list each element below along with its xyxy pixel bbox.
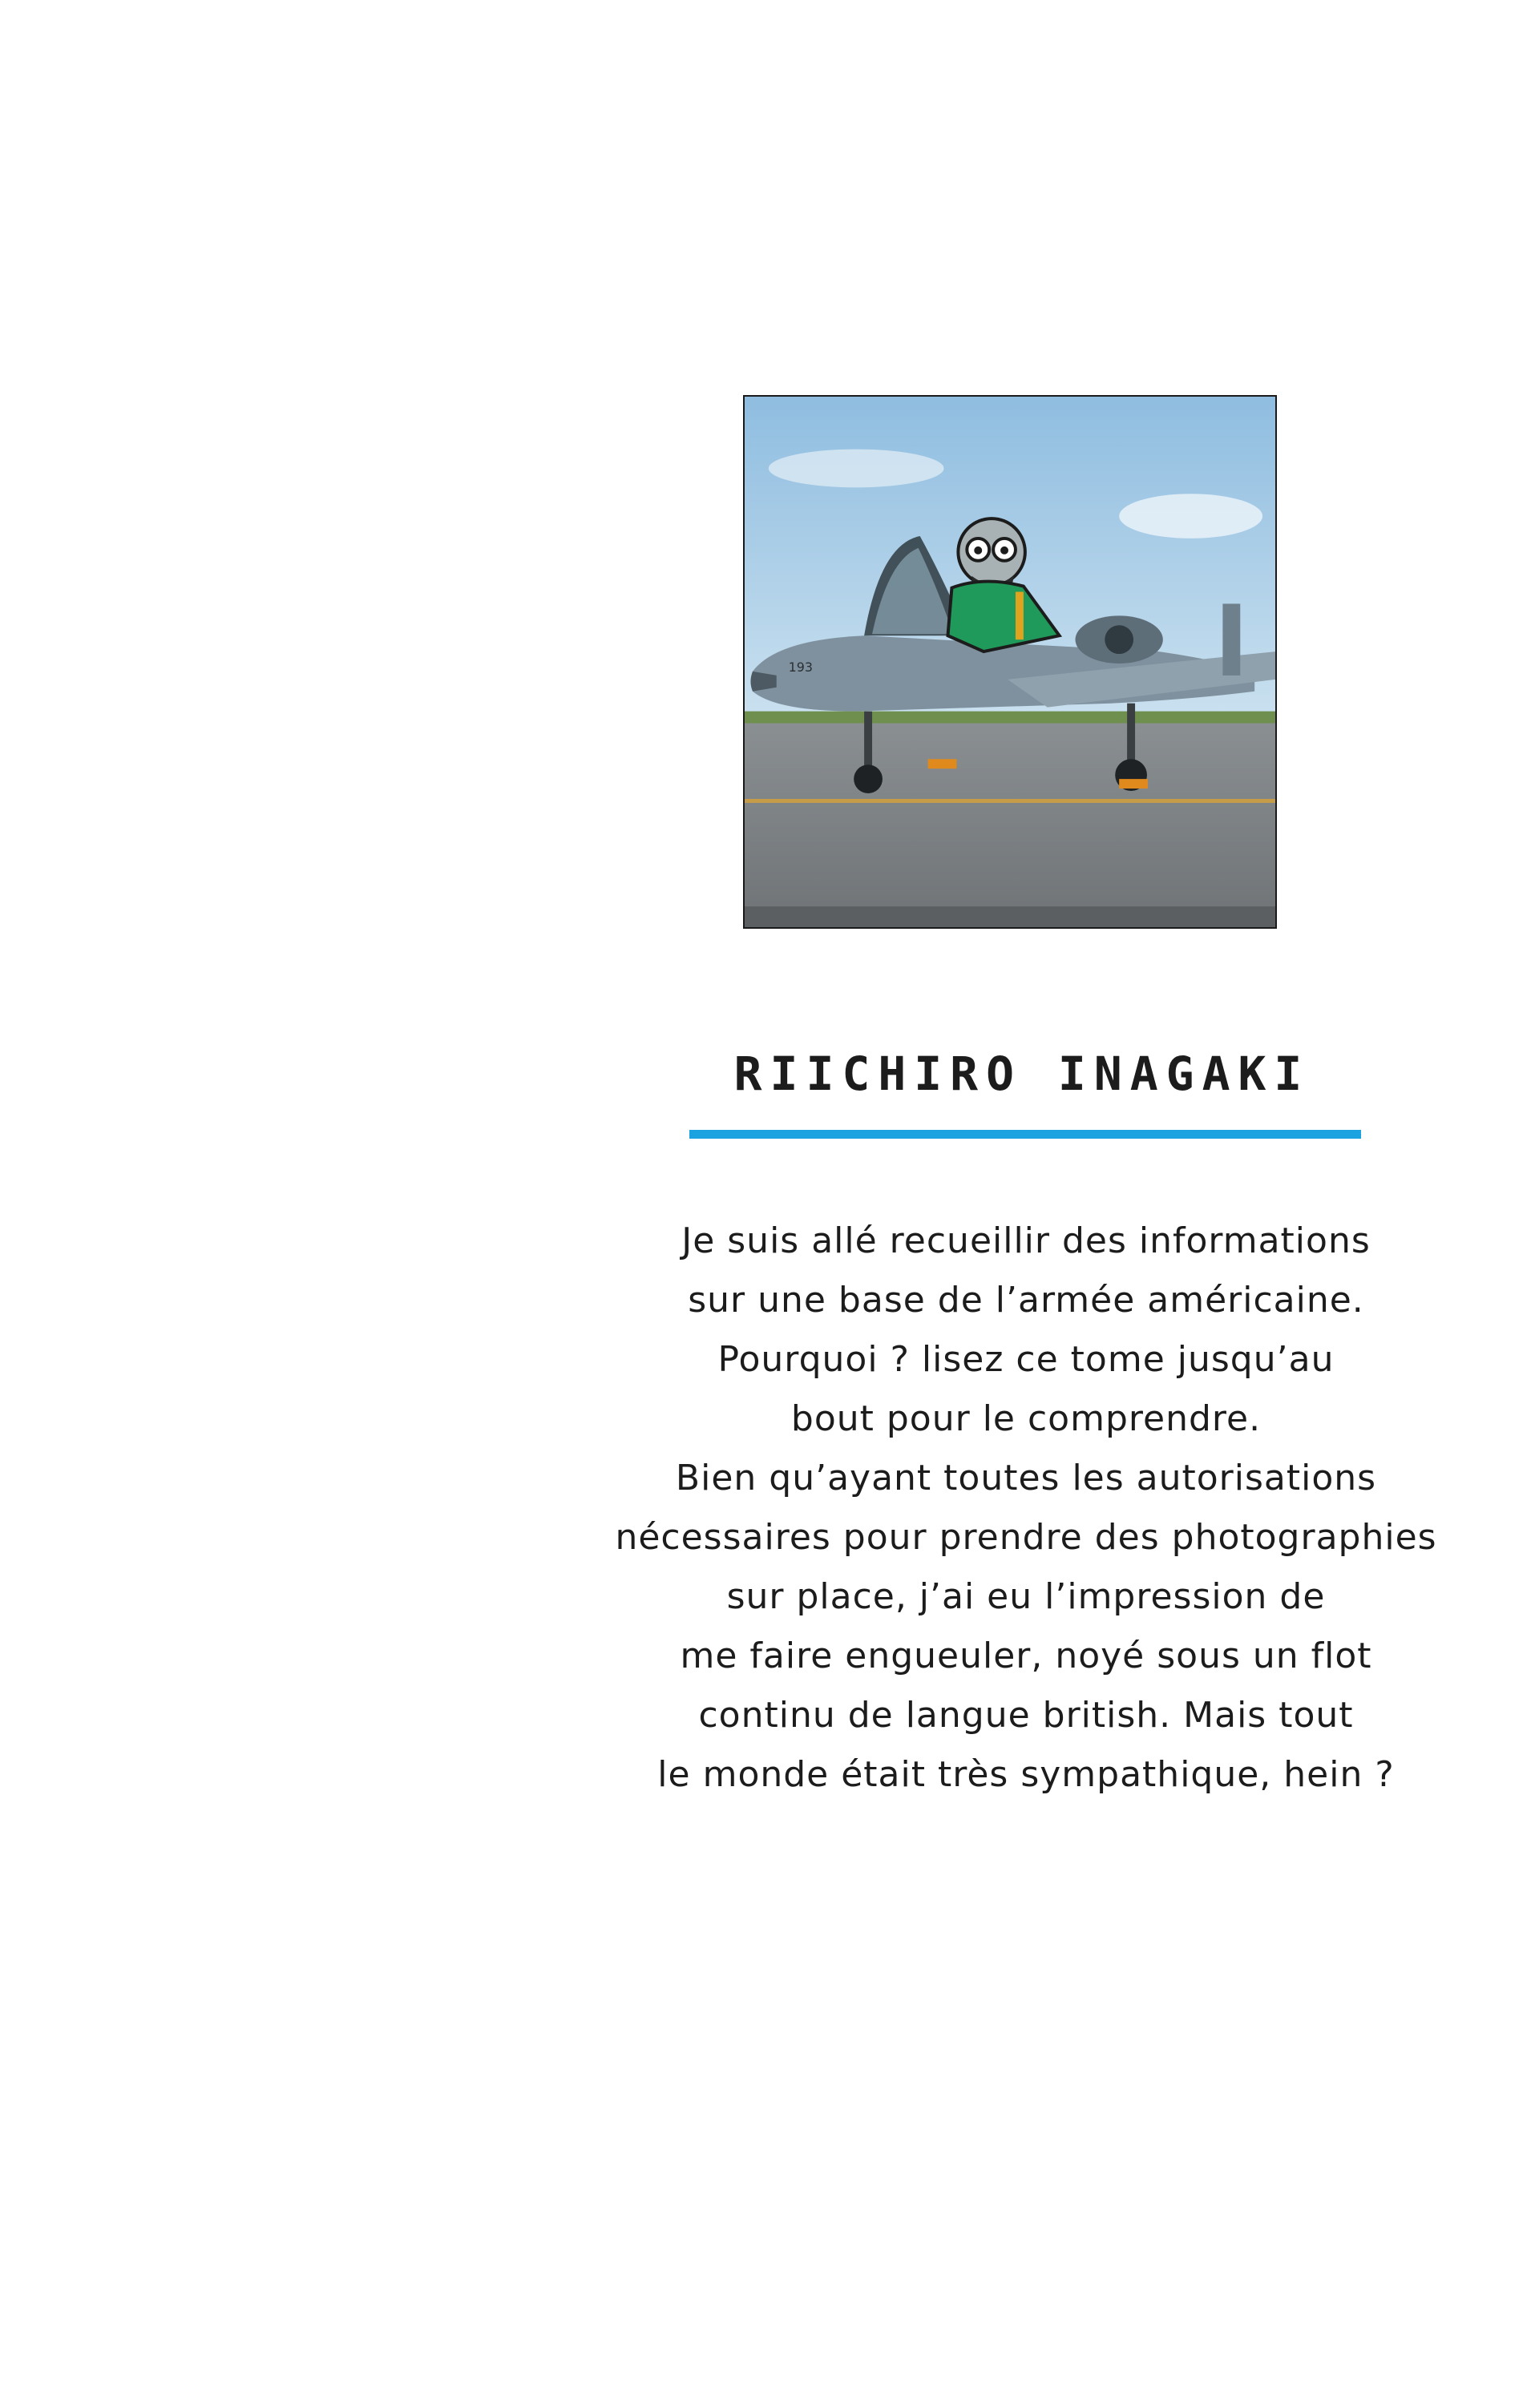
bio-line: Bien qu’ayant toutes les autorisations [675,1458,1377,1498]
bio-line: bout pour le comprendre. [790,1398,1262,1439]
bio-line: sur une base de l’armée américaine. [688,1280,1364,1321]
jet-photo-illustration [745,397,1275,927]
author-bio [561,1212,1491,1805]
bio-line: me faire engueuler, noyé sous un flot [680,1636,1372,1676]
bio-line: sur place, j’ai eu l’impression de [726,1576,1326,1617]
author-photo [743,395,1277,929]
author-name: RIICHIRO INAGAKI [733,1047,1311,1101]
name-underline [689,1130,1361,1139]
bio-line: Je suis allé recueillir des informations [681,1220,1371,1261]
svg-text:193: 193 [788,659,814,675]
bio-line: Pourquoi ? lisez ce tome jusqu’au [717,1339,1335,1380]
bio-line: continu de langue british. Mais tout [698,1695,1354,1736]
bio-line: nécessaires pour prendre des photographies [615,1517,1437,1558]
bio-line: le monde était très sympathique, hein ? [657,1754,1395,1795]
